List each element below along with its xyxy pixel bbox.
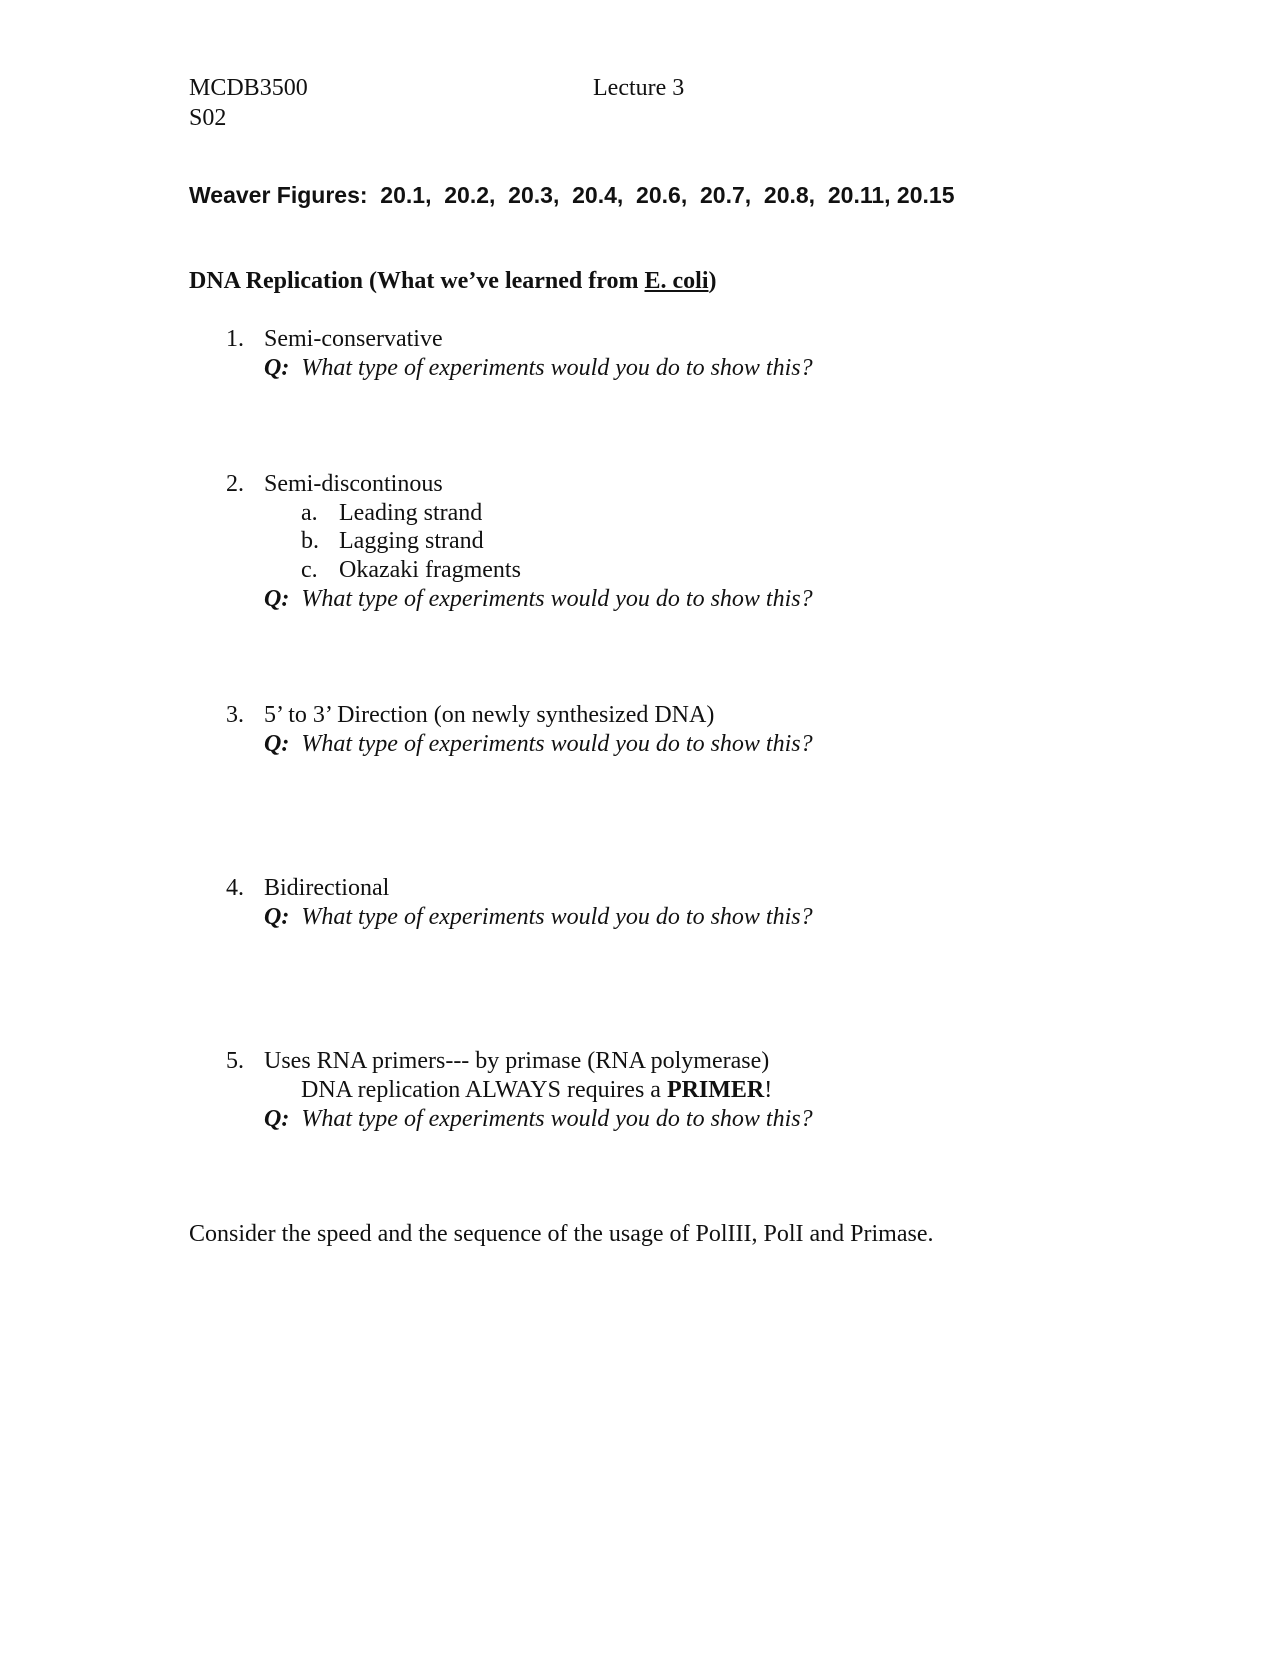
question-1 (264, 354, 813, 382)
list-number: 3. (226, 702, 244, 728)
question-text: What type of experiments would you do to show this? (301, 1106, 813, 1132)
sub-item-letter: b. (301, 528, 319, 554)
question-text: What type of experiments would you do to show this? (301, 731, 813, 757)
list-item-title: Bidirectional (264, 875, 390, 901)
primer-note-prefix: DNA replication ALWAYS requires a (301, 1077, 667, 1103)
sub-item-letter: c. (301, 557, 318, 583)
primer-note-emphasis: PRIMER (666, 1077, 765, 1103)
lecture-label: Lecture 3 (593, 75, 685, 101)
question-label: Q: (264, 731, 290, 757)
list-item-title: Semi-discontinous (264, 471, 443, 497)
sub-item-a (301, 499, 482, 527)
list-number: 1. (226, 326, 244, 352)
list-item-4 (226, 874, 389, 902)
list-item-3 (226, 701, 714, 729)
section-heading (189, 267, 716, 295)
heading-prefix: DNA Replication (What we’ve learned from (189, 268, 645, 294)
sub-item-text: Okazaki fragments (339, 557, 521, 583)
primer-note (301, 1076, 772, 1104)
sub-item-b (301, 527, 484, 555)
list-item-1 (226, 325, 443, 353)
list-number: 4. (226, 875, 244, 901)
list-item-5 (226, 1047, 769, 1075)
sub-item-c (301, 556, 521, 584)
question-text: What type of experiments would you do to show this? (301, 904, 813, 930)
sub-item-text: Lagging strand (339, 528, 484, 554)
list-item-title: Uses RNA primers--- by primase (RNA polymerase) (264, 1048, 770, 1074)
sub-item-text: Leading strand (339, 500, 483, 526)
sub-item-letter: a. (301, 500, 318, 526)
figures-line: Weaver Figures: 20.1, 20.2, 20.3, 20.4, 20.6, 20.7, 20.8, 20.11, 20.15 (189, 182, 955, 208)
question-label: Q: (264, 1106, 290, 1132)
list-item-title: Semi-conservative (264, 326, 443, 352)
list-number: 5. (226, 1048, 244, 1074)
primer-note-suffix: ! (764, 1077, 773, 1103)
list-item-title: 5’ to 3’ Direction (on newly synthesized DNA) (264, 702, 715, 728)
question-text: What type of experiments would you do to show this? (301, 586, 813, 612)
question-label: Q: (264, 904, 290, 930)
question-4 (264, 903, 813, 931)
question-2 (264, 585, 813, 613)
question-5 (264, 1105, 813, 1133)
question-text: What type of experiments would you do to show this? (301, 355, 813, 381)
question-3 (264, 730, 813, 758)
question-label: Q: (264, 586, 290, 612)
question-label: Q: (264, 355, 290, 381)
section-code: S02 (189, 105, 227, 131)
list-number: 2. (226, 471, 244, 497)
list-item-2 (226, 470, 443, 498)
heading-organism: E. coli (644, 268, 709, 294)
course-code: MCDB3500 (189, 75, 308, 101)
closing-sentence: Consider the speed and the sequence of the usage of PolIII, PolI and Primase. (189, 1221, 934, 1247)
heading-suffix: ) (708, 268, 717, 294)
